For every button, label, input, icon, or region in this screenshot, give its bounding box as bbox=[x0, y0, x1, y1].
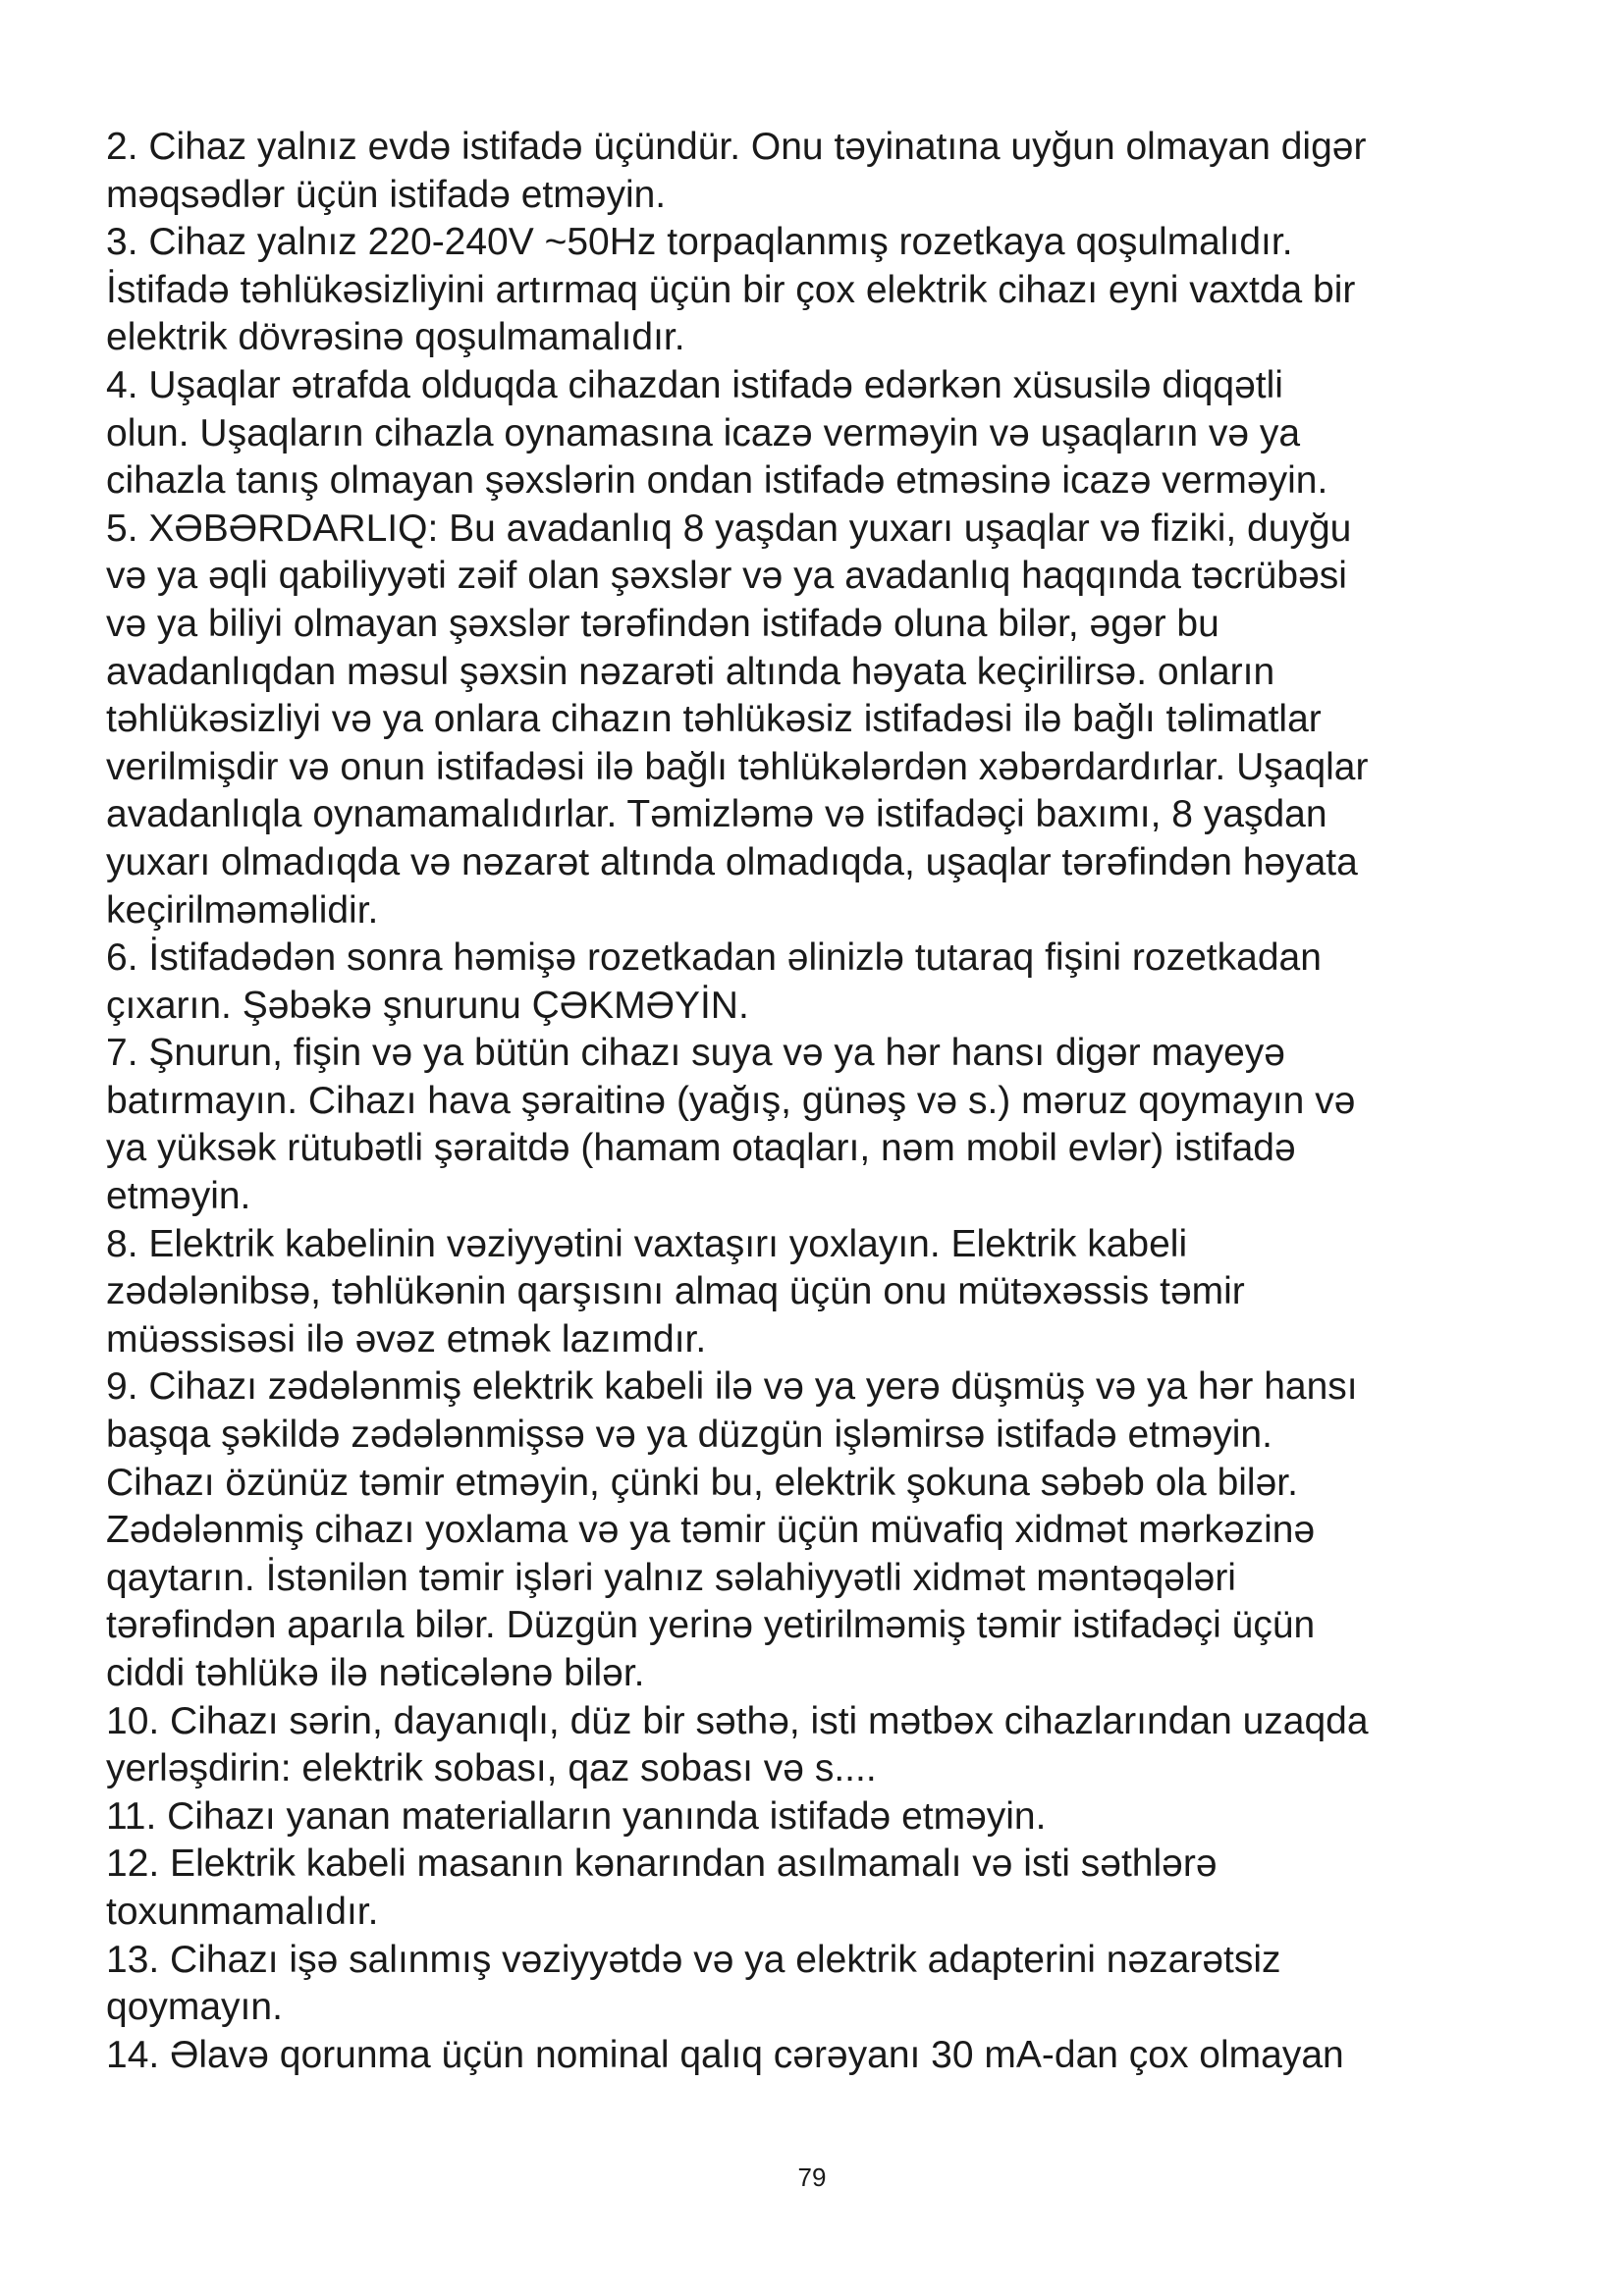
instruction-item-8: 8. Elektrik kabelinin vəziyyətini vaxtaşırı yoxlayın. Elektrik kabeli zədələnibsə, təhlükənin qarşısını almaq üçün onu mütəxəssis təmir müəssisəsi ilə əvəz etmək lazımdır. bbox=[106, 1222, 1245, 1361]
instruction-item-11: 11. Cihazı yanan materialların yanında istifadə etməyin. bbox=[106, 1794, 1047, 1838]
instruction-item-6: 6. İstifadədən sonra həmişə rozetkadan əlinizlə tutaraq fişini rozetkadan çıxarın. Şəbəkə şnurunu ÇƏKMƏYİN. bbox=[106, 936, 1322, 1027]
safety-instructions-text bbox=[106, 124, 1530, 2079]
instruction-item-4: 4. Uşaqlar ətrafda olduqda cihazdan istifadə edərkən xüsusilə diqqətli olun. Uşaqların cihazla oynamasına icazə verməyin və uşaqların və ya cihazla tanış olmayan şəxslərin ondan istifadə etməsinə icazə verməyin. bbox=[106, 363, 1328, 503]
instruction-item-3: 3. Cihaz yalnız 220-240V ~50Hz torpaqlanmış rozetkaya qoşulmalıdır. İstifadə təhlükəsizliyini artırmaq üçün bir çox elektrik cihazı eyni vaxtda bir elektrik dövrəsinə qoşulmamalıdır. bbox=[106, 221, 1356, 359]
page-number: 79 bbox=[797, 2163, 827, 2192]
instruction-item-10: 10. Cihazı sərin, dayanıqlı, düz bir səthə, isti mətbəx cihazlarından uzaqda yerləşdirin: elektrik sobası, qaz sobası və s.... bbox=[106, 1699, 1369, 1790]
instruction-item-9: 9. Cihazı zədələnmiş elektrik kabeli ilə və ya yerə düşmüş və ya hər hansı başqa şəkildə zədələnmişsə və ya düzgün işləmirsə istifadə etməyin. Cihazı özünüz təmir etməyin, çünki bu, elektrik şokuna səbəb ola bilər. Zədələnmiş cihazı yoxlama və ya təmir üçün müvafiq xidmət mərkəzinə qaytarın. İstənilən təmir işləri yalnız səlahiyyətli xidmət məntəqələri tərəfindən aparıla bilər. Düzgün yerinə yetirilməmiş təmir istifadəçi üçün ciddi təhlükə ilə nəticələnə bilər. bbox=[106, 1365, 1358, 1694]
instruction-item-2: 2. Cihaz yalnız evdə istifadə üçündür. Onu təyinatına uyğun olmayan digər məqsədlər üçün istifadə etməyin. bbox=[106, 126, 1367, 216]
instruction-item-14: 14. Əlavə qorunma üçün nominal qalıq cərəyanı 30 mA-dan çox olmayan bbox=[106, 2033, 1344, 2076]
instruction-item-12: 12. Elektrik kabeli masanın kənarından asılmamalı və isti səthlərə toxunmamalıdır. bbox=[106, 1842, 1218, 1933]
instruction-item-13: 13. Cihazı işə salınmış vəziyyətdə və ya elektrik adapterini nəzarətsiz qoymayın. bbox=[106, 1938, 1281, 2029]
instruction-item-7: 7. Şnurun, fişin və ya bütün cihazı suya və ya hər hansı digər mayeyə batırmayın. Cihazı hava şəraitinə (yağış, günəş və s.) məruz qoymayın və ya yüksək rütubətli şəraitdə (hamam otaqları, nəm mobil evlər) istifadə etməyin. bbox=[106, 1032, 1356, 1218]
instruction-item-5-warning: 5. XƏBƏRDARLIQ: Bu avadanlıq 8 yaşdan yuxarı uşaqlar və fiziki, duyğu və ya əqli qabiliyyəti zəif olan şəxslər və ya avadanlıq haqqında təcrübəsi və ya biliyi olmayan şəxslər tərəfindən istifadə oluna bilər, əgər bu avadanlıqdan məsul şəxsin nəzarəti altında həyata keçirilirsə. onların təhlükəsizliyi və ya onlara cihazın təhlükəsiz istifadəsi ilə bağlı təlimatlar verilmişdir və onun istifadəsi ilə bağlı təhlükələrdən xəbərdardırlar. Uşaqlar avadanlıqla oynamamalıdırlar. Təmizləmə və istifadəçi baxımı, 8 yaşdan yuxarı olmadıqda və nəzarət altında olmadıqda, uşaqlar tərəfindən həyata keçirilməməlidir. bbox=[106, 507, 1369, 932]
